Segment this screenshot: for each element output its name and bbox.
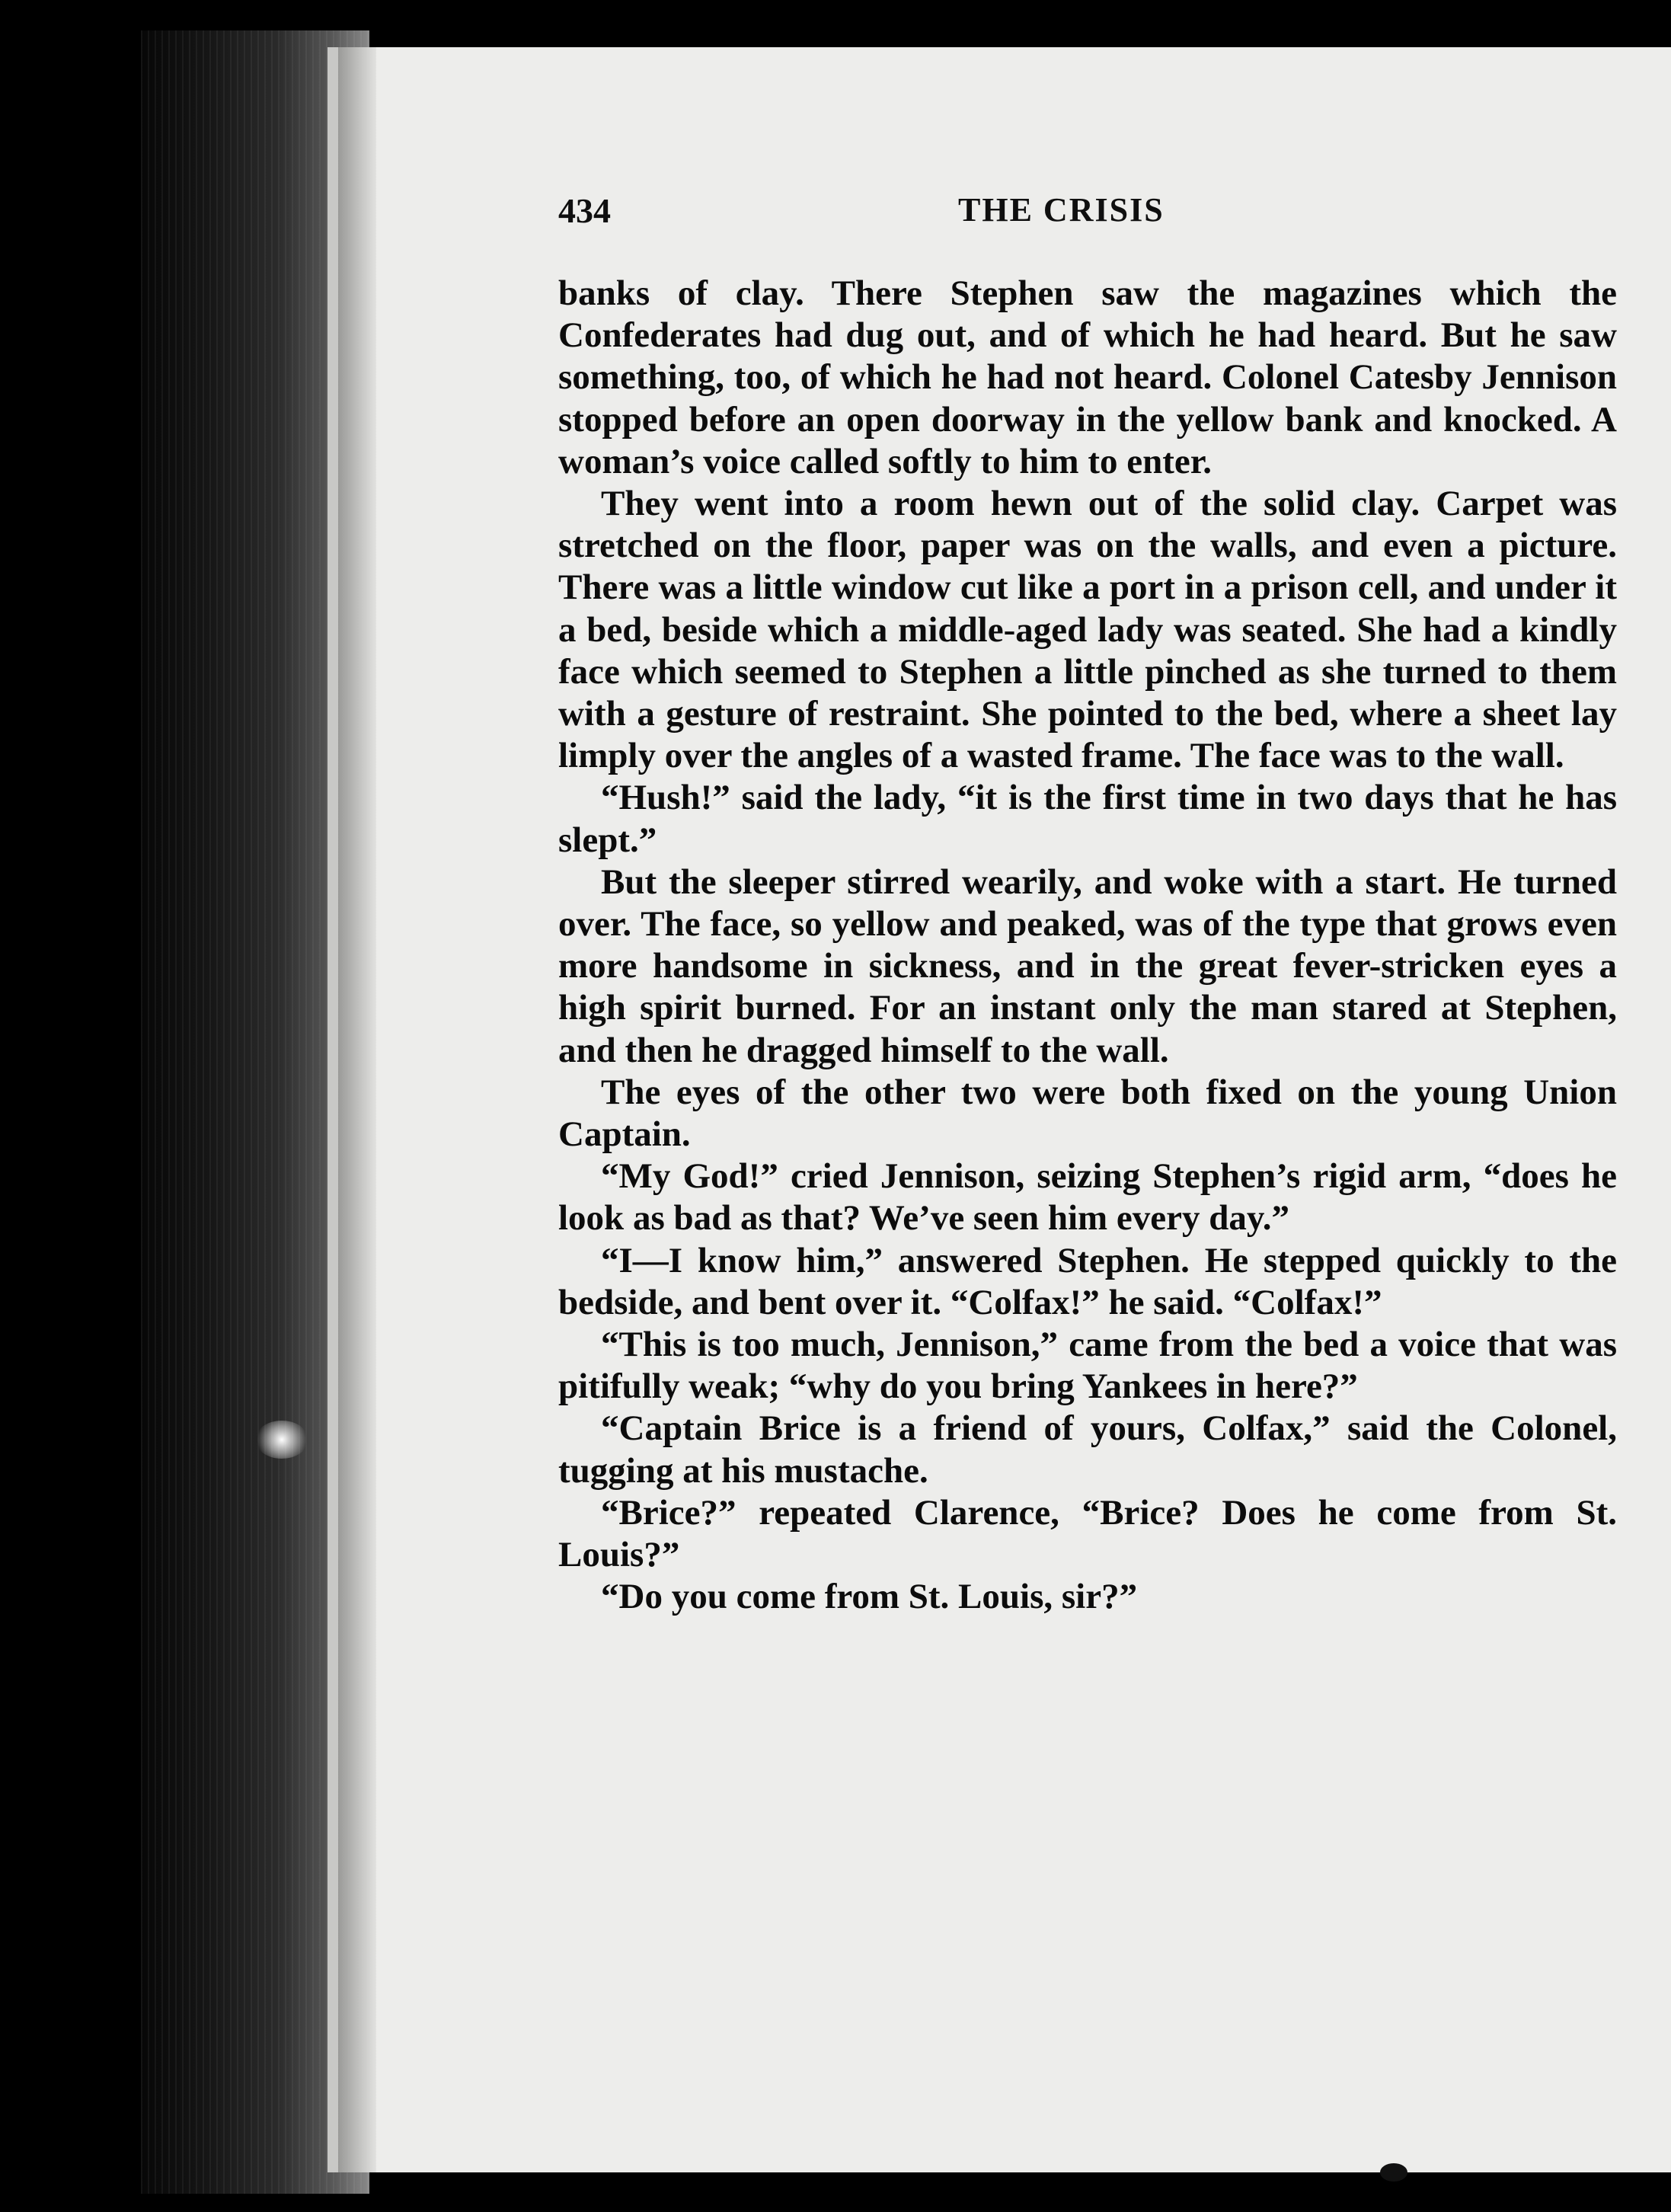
page-number: 434 bbox=[558, 191, 611, 230]
body-text bbox=[558, 273, 1617, 1619]
running-header bbox=[558, 190, 1617, 231]
paragraph: “Hush!” said the lady, “it is the first time in two days that he has slept.” bbox=[558, 778, 1617, 860]
paragraph: “Captain Brice is a friend of yours, Colfax,” said the Colonel, tugging at his mustache. bbox=[558, 1408, 1617, 1491]
paragraph: “Do you come from St. Louis, sir?” bbox=[601, 1577, 1138, 1617]
running-title: THE CRISIS bbox=[958, 191, 1165, 229]
film-glare-spot bbox=[255, 1421, 308, 1459]
paragraph: banks of clay. There Stephen saw the magazines which the Confederates had dug out, and of which he had heard. But he saw something, too, of which he had not heard. Colonel Catesby Jennison stopped before an open doorway in the yellow bank and knocked. A woman’s voice called softly to him to enter. bbox=[558, 273, 1617, 481]
paragraph: But the sleeper stirred wearily, and woke with a start. He turned over. The face, so yellow and peaked, was of the type that grows even more handsome in sickness, and in the great fever-stricken eyes a high spirit burned. For an instant only the man stared at Stephen, and then he dragged himself to the wall. bbox=[558, 861, 1617, 1070]
paragraph: “Brice?” repeated Clarence, “Brice? Does he come from St. Louis?” bbox=[558, 1492, 1617, 1575]
paragraph: “I—I know him,” answered Stephen. He stepped quickly to the bedside, and bent over it. “Colfax!” he said. “Colfax!” bbox=[558, 1240, 1617, 1322]
ink-blot bbox=[1380, 2163, 1407, 2182]
paragraph: They went into a room hewn out of the solid clay. Carpet was stretched on the floor, paper was on the walls, and even a picture. There was a little window cut like a port in a prison cell, and under it a bed, beside which a middle-aged lady was seated. She had a kindly face which seemed to Stephen a little pinched as she turned to them with a gesture of restraint. She pointed to the bed, where a sheet lay limply over the angles of a wasted frame. The face was to the wall. bbox=[558, 484, 1617, 776]
paragraph: “This is too much, Jennison,” came from the bed a voice that was pitifully weak; “why do you bring Yankees in here?” bbox=[558, 1325, 1617, 1407]
paragraph: The eyes of the other two were both fixed on the young Union Captain. bbox=[558, 1072, 1617, 1155]
paragraph: “My God!” cried Jennison, seizing Stephen’s rigid arm, “does he look as bad as that? We’ve seen him every day.” bbox=[558, 1156, 1617, 1239]
